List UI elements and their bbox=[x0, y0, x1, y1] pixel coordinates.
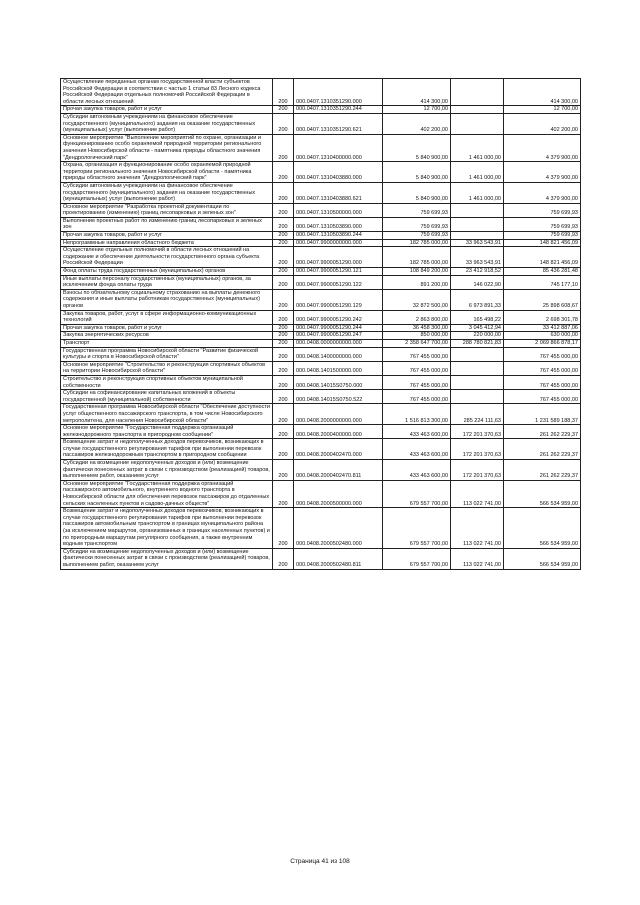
row-approved-amount-cell: 759 699,93 bbox=[383, 203, 451, 217]
row-admin-code-cell: 200 bbox=[273, 375, 294, 389]
row-classification-code-cell: 000.0407.9900000000.000 bbox=[294, 239, 383, 247]
row-executed-amount-cell: 165 498,22 bbox=[451, 310, 504, 324]
table-row bbox=[61, 439, 581, 460]
row-approved-amount-cell: 5 840 900,00 bbox=[383, 182, 451, 203]
row-admin-code-cell: 200 bbox=[273, 79, 294, 106]
row-name-cell: Прочая закупка товаров, работ и услуг bbox=[61, 232, 273, 240]
row-name-cell: Закупка товаров, работ, услуг в сфере информационно-коммуникационных технологий bbox=[61, 310, 273, 324]
table-row bbox=[61, 232, 581, 240]
row-approved-amount-cell: 2 863 800,00 bbox=[383, 310, 451, 324]
row-classification-code-cell: 000.0408.2000000000.000 bbox=[294, 404, 383, 425]
row-approved-amount-cell: 767 455 000,00 bbox=[383, 361, 451, 375]
row-classification-code-cell: 000.0407.1310403880.621 bbox=[294, 182, 383, 203]
row-name-cell: Осуществление отдельных полномочий в области лесных отношений на содержание и обеспечение деятельности государственного органа субъекта Российской Федерации bbox=[61, 247, 273, 268]
row-classification-code-cell: 000.0408.2000502480.000 bbox=[294, 508, 383, 549]
row-classification-code-cell: 000.0407.9900051290.247 bbox=[294, 332, 383, 340]
table-row bbox=[61, 113, 581, 134]
row-approved-amount-cell: 182 785 000,00 bbox=[383, 239, 451, 247]
row-name-cell: Возмещение затрат и недополученных доходов перевозчиков, возникающих в случае государственного регулирования тарифов при выполнении перевозок пассажиров железнодорожным транспортом в пригородном сообщении bbox=[61, 439, 273, 460]
table-row bbox=[61, 339, 581, 347]
row-executed-amount-cell: 3 045 412,94 bbox=[451, 324, 504, 332]
table-row bbox=[61, 508, 581, 549]
row-classification-code-cell: 000.0407.9900051290.244 bbox=[294, 324, 383, 332]
row-remaining-amount-cell: 759 699,93 bbox=[504, 232, 581, 240]
row-remaining-amount-cell: 745 177,10 bbox=[504, 275, 581, 289]
row-approved-amount-cell: 402 200,00 bbox=[383, 113, 451, 134]
row-executed-amount-cell bbox=[451, 347, 504, 361]
row-executed-amount-cell bbox=[451, 203, 504, 217]
row-admin-code-cell: 200 bbox=[273, 480, 294, 507]
row-approved-amount-cell: 32 872 500,00 bbox=[383, 289, 451, 310]
row-executed-amount-cell: 113 022 741,00 bbox=[451, 548, 504, 569]
row-remaining-amount-cell: 767 455 000,00 bbox=[504, 347, 581, 361]
row-classification-code-cell: 000.0407.1310500000.000 bbox=[294, 203, 383, 217]
row-name-cell: Осуществление переданных органам государственной власти субъектов Российской Федерации в соответствии с частью 1 статьи 83 Лесного кодекса Российской Федерации отдельных полномочий Российской Федерации в области лесных отношений bbox=[61, 79, 273, 106]
row-executed-amount-cell bbox=[451, 361, 504, 375]
row-classification-code-cell: 000.0408.1401500000.000 bbox=[294, 361, 383, 375]
row-admin-code-cell: 200 bbox=[273, 390, 294, 404]
row-name-cell: Государственная программа Новосибирской области "Обеспечение доступности услуг общественного пассажирского транспорта, в том числе Новосибирского метрополитена, для населения Новосибирской области" bbox=[61, 404, 273, 425]
row-admin-code-cell: 200 bbox=[273, 182, 294, 203]
row-executed-amount-cell: 288 780 821,83 bbox=[451, 339, 504, 347]
row-name-cell: Основное мероприятие "Выполнение мероприятий по охране, организации и функционированию особо охраняемой природной территории регионального значения Новосибирской области - памятника природы областного значения "Дендрологический парк" bbox=[61, 134, 273, 161]
row-remaining-amount-cell: 85 436 281,48 bbox=[504, 268, 581, 276]
row-approved-amount-cell: 5 840 900,00 bbox=[383, 134, 451, 161]
row-executed-amount-cell: 146 022,90 bbox=[451, 275, 504, 289]
row-admin-code-cell: 200 bbox=[273, 268, 294, 276]
table-row bbox=[61, 460, 581, 481]
row-classification-code-cell: 000.0407.1310351290.621 bbox=[294, 113, 383, 134]
row-name-cell: Выполнение проектных работ по изменению границ лесопарковых и зеленых зон bbox=[61, 217, 273, 231]
row-classification-code-cell: 000.0407.1310503890.000 bbox=[294, 217, 383, 231]
table-row bbox=[61, 404, 581, 425]
row-approved-amount-cell: 108 849 200,00 bbox=[383, 268, 451, 276]
row-admin-code-cell: 200 bbox=[273, 548, 294, 569]
row-admin-code-cell: 200 bbox=[273, 134, 294, 161]
row-classification-code-cell: 000.0408.14015S0750.000 bbox=[294, 375, 383, 389]
row-executed-amount-cell: 6 973 891,33 bbox=[451, 289, 504, 310]
row-classification-code-cell: 000.0407.1310403880.000 bbox=[294, 162, 383, 183]
table-row bbox=[61, 203, 581, 217]
row-name-cell: Основное мероприятие "Государственная поддержка организаций пассажирского автомобильного, внутреннего водного транспорта в Новосибирской области для обеспечения перевозок пассажиров до отдаленных сельских населенных пунктов и садово-дачных обществ" bbox=[61, 480, 273, 507]
row-remaining-amount-cell: 261 262 229,37 bbox=[504, 425, 581, 439]
row-approved-amount-cell: 759 699,93 bbox=[383, 232, 451, 240]
row-classification-code-cell: 000.0407.9900051290.122 bbox=[294, 275, 383, 289]
row-approved-amount-cell: 433 463 600,00 bbox=[383, 425, 451, 439]
row-admin-code-cell: 200 bbox=[273, 404, 294, 425]
row-approved-amount-cell: 767 455 000,00 bbox=[383, 375, 451, 389]
row-approved-amount-cell: 182 785 000,00 bbox=[383, 247, 451, 268]
row-executed-amount-cell: 113 022 741,00 bbox=[451, 480, 504, 507]
table-row bbox=[61, 375, 581, 389]
row-executed-amount-cell: 172 201 370,63 bbox=[451, 460, 504, 481]
table-row bbox=[61, 332, 581, 340]
row-classification-code-cell: 000.0407.1310351290.000 bbox=[294, 79, 383, 106]
row-admin-code-cell: 200 bbox=[273, 203, 294, 217]
row-remaining-amount-cell: 25 898 608,67 bbox=[504, 289, 581, 310]
row-name-cell: Прочая закупка товаров, работ и услуг bbox=[61, 106, 273, 114]
row-approved-amount-cell: 759 699,93 bbox=[383, 217, 451, 231]
row-approved-amount-cell: 1 516 813 300,00 bbox=[383, 404, 451, 425]
row-remaining-amount-cell: 767 455 000,00 bbox=[504, 390, 581, 404]
table-row bbox=[61, 310, 581, 324]
row-remaining-amount-cell: 414 300,00 bbox=[504, 79, 581, 106]
row-admin-code-cell: 200 bbox=[273, 361, 294, 375]
row-classification-code-cell: 000.0407.1310400000.000 bbox=[294, 134, 383, 161]
row-approved-amount-cell: 2 358 647 700,00 bbox=[383, 339, 451, 347]
table-row bbox=[61, 347, 581, 361]
table-row bbox=[61, 79, 581, 106]
row-classification-code-cell: 000.0408.2000500000.000 bbox=[294, 480, 383, 507]
row-remaining-amount-cell: 4 379 900,00 bbox=[504, 162, 581, 183]
table-row bbox=[61, 425, 581, 439]
row-remaining-amount-cell: 566 534 959,00 bbox=[504, 508, 581, 549]
row-name-cell: Основное мероприятие "Строительство и реконструкция спортивных объектов на территории Новосибирской области" bbox=[61, 361, 273, 375]
budget-table-body bbox=[61, 79, 581, 570]
row-remaining-amount-cell: 261 262 229,37 bbox=[504, 439, 581, 460]
row-remaining-amount-cell: 4 379 900,00 bbox=[504, 134, 581, 161]
row-approved-amount-cell: 679 557 700,00 bbox=[383, 480, 451, 507]
table-row bbox=[61, 361, 581, 375]
row-classification-code-cell: 000.0407.1310503890.244 bbox=[294, 232, 383, 240]
row-admin-code-cell: 200 bbox=[273, 347, 294, 361]
row-approved-amount-cell: 891 200,00 bbox=[383, 275, 451, 289]
table-row bbox=[61, 162, 581, 183]
row-executed-amount-cell: 1 461 000,00 bbox=[451, 162, 504, 183]
row-name-cell: Транспорт bbox=[61, 339, 273, 347]
row-remaining-amount-cell: 12 700,00 bbox=[504, 106, 581, 114]
row-admin-code-cell: 200 bbox=[273, 217, 294, 231]
row-name-cell: Субсидии на софинансирование капитальных вложений в объекты государственной (муниципальной) собственности bbox=[61, 390, 273, 404]
row-admin-code-cell: 200 bbox=[273, 247, 294, 268]
row-executed-amount-cell bbox=[451, 79, 504, 106]
row-remaining-amount-cell: 767 455 000,00 bbox=[504, 361, 581, 375]
row-remaining-amount-cell: 1 231 589 188,37 bbox=[504, 404, 581, 425]
row-approved-amount-cell: 5 840 900,00 bbox=[383, 162, 451, 183]
row-classification-code-cell: 000.0408.2000402470.811 bbox=[294, 460, 383, 481]
row-approved-amount-cell: 679 557 700,00 bbox=[383, 548, 451, 569]
row-executed-amount-cell: 172 201 370,63 bbox=[451, 425, 504, 439]
row-approved-amount-cell: 414 300,00 bbox=[383, 79, 451, 106]
row-name-cell: Взносы по обязательному социальному страхованию на выплаты денежного содержания и иные выплаты работникам государственных (муниципальных) органов bbox=[61, 289, 273, 310]
row-remaining-amount-cell: 759 699,93 bbox=[504, 217, 581, 231]
row-name-cell: Иные выплаты персоналу государственных (муниципальных) органов, за исключением фонда оплаты труда bbox=[61, 275, 273, 289]
row-approved-amount-cell: 767 455 000,00 bbox=[383, 347, 451, 361]
row-remaining-amount-cell: 402 200,00 bbox=[504, 113, 581, 134]
row-admin-code-cell: 200 bbox=[273, 439, 294, 460]
row-admin-code-cell: 200 bbox=[273, 232, 294, 240]
row-executed-amount-cell: 1 461 000,00 bbox=[451, 182, 504, 203]
row-executed-amount-cell bbox=[451, 106, 504, 114]
row-classification-code-cell: 000.0407.9900051290.242 bbox=[294, 310, 383, 324]
row-name-cell: Строительство и реконструкция спортивных объектов муниципальной собственности bbox=[61, 375, 273, 389]
row-remaining-amount-cell: 2 698 301,78 bbox=[504, 310, 581, 324]
row-remaining-amount-cell: 33 412 887,06 bbox=[504, 324, 581, 332]
row-name-cell: Прочая закупка товаров, работ и услуг bbox=[61, 324, 273, 332]
row-name-cell: Возмещение затрат и недополученных доходов перевозчиков, возникающих в случае государственного регулирования тарифов при выполнении перевозок пассажиров автомобильным транспортом в границах муниципального района (за исключением маршрутов, организованных в границах населенных пунктов) и по пригородным маршрутам регулярного сообщения, а также внутренним водным транспортом bbox=[61, 508, 273, 549]
row-admin-code-cell: 200 bbox=[273, 508, 294, 549]
row-remaining-amount-cell: 4 379 900,00 bbox=[504, 182, 581, 203]
table-row bbox=[61, 268, 581, 276]
row-executed-amount-cell: 33 963 543,91 bbox=[451, 247, 504, 268]
row-classification-code-cell: 000.0407.1310351290.244 bbox=[294, 106, 383, 114]
row-remaining-amount-cell: 767 455 000,00 bbox=[504, 375, 581, 389]
row-remaining-amount-cell: 148 821 456,09 bbox=[504, 247, 581, 268]
row-admin-code-cell: 200 bbox=[273, 239, 294, 247]
row-executed-amount-cell: 220 000,00 bbox=[451, 332, 504, 340]
row-admin-code-cell: 200 bbox=[273, 275, 294, 289]
row-remaining-amount-cell: 261 262 229,37 bbox=[504, 460, 581, 481]
table-row bbox=[61, 390, 581, 404]
row-approved-amount-cell: 679 557 700,00 bbox=[383, 508, 451, 549]
row-name-cell: Фонд оплаты труда государственных (муниципальных) органов bbox=[61, 268, 273, 276]
row-name-cell: Государственная программа Новосибирской области "Развитие физической культуры и спорта в Новосибирской области" bbox=[61, 347, 273, 361]
row-approved-amount-cell: 850 000,00 bbox=[383, 332, 451, 340]
table-row bbox=[61, 324, 581, 332]
row-name-cell: Основное мероприятие "Государственная поддержка организаций железнодорожного транспорта в пригородном сообщении" bbox=[61, 425, 273, 439]
table-row bbox=[61, 548, 581, 569]
row-approved-amount-cell: 433 463 600,00 bbox=[383, 460, 451, 481]
table-row bbox=[61, 106, 581, 114]
row-approved-amount-cell: 12 700,00 bbox=[383, 106, 451, 114]
row-name-cell: Субсидии на возмещение недополученных доходов и (или) возмещение фактически понесенных затрат в связи с производством (реализацией) товаров, выполнением работ, оказанием услуг bbox=[61, 460, 273, 481]
row-admin-code-cell: 200 bbox=[273, 460, 294, 481]
page-number: Страница 41 из 108 bbox=[290, 858, 350, 865]
row-classification-code-cell: 000.0407.9900051290.121 bbox=[294, 268, 383, 276]
row-name-cell: Субсидии автономным учреждениям на финансовое обеспечение государственного (муниципального) задания на оказание государственных (муниципальных) услуг (выполнение работ) bbox=[61, 113, 273, 134]
row-name-cell: Закупка энергетических ресурсов bbox=[61, 332, 273, 340]
row-remaining-amount-cell: 566 534 959,00 bbox=[504, 548, 581, 569]
row-executed-amount-cell: 285 224 111,63 bbox=[451, 404, 504, 425]
table-row bbox=[61, 134, 581, 161]
row-approved-amount-cell: 433 463 600,00 bbox=[383, 439, 451, 460]
row-remaining-amount-cell: 148 821 456,09 bbox=[504, 239, 581, 247]
row-classification-code-cell: 000.0407.9900051290.129 bbox=[294, 289, 383, 310]
row-admin-code-cell: 200 bbox=[273, 289, 294, 310]
row-name-cell: Охрана, организация и функционирование особо охраняемой природной территории регионального значения Новосибирской области - памятника природы областного значения "Дендрологический парк" bbox=[61, 162, 273, 183]
row-classification-code-cell: 000.0408.2000400000.000 bbox=[294, 425, 383, 439]
row-admin-code-cell: 200 bbox=[273, 162, 294, 183]
row-classification-code-cell: 000.0408.1400000000.000 bbox=[294, 347, 383, 361]
row-executed-amount-cell: 172 201 370,63 bbox=[451, 439, 504, 460]
report-page bbox=[60, 78, 580, 570]
row-admin-code-cell: 200 bbox=[273, 425, 294, 439]
row-name-cell: Основное мероприятие "Разработка проектной документации по проектированию (изменению) границ лесопарковых и зеленых зон" bbox=[61, 203, 273, 217]
row-name-cell: Субсидии на возмещение недополученных доходов и (или) возмещение фактически понесенных затрат в связи с производством (реализацией) товаров, выполнением работ, оказанием услуг bbox=[61, 548, 273, 569]
table-row bbox=[61, 289, 581, 310]
row-classification-code-cell: 000.0408.0000000000.000 bbox=[294, 339, 383, 347]
row-admin-code-cell: 200 bbox=[273, 113, 294, 134]
row-name-cell: Субсидии автономным учреждениям на финансовое обеспечение государственного (муниципального) задания на оказание государственных (муниципальных) услуг (выполнение работ) bbox=[61, 182, 273, 203]
row-executed-amount-cell bbox=[451, 232, 504, 240]
budget-table bbox=[60, 78, 581, 570]
row-remaining-amount-cell: 759 699,93 bbox=[504, 203, 581, 217]
table-row bbox=[61, 480, 581, 507]
row-approved-amount-cell: 36 458 300,00 bbox=[383, 324, 451, 332]
table-row bbox=[61, 275, 581, 289]
row-executed-amount-cell bbox=[451, 390, 504, 404]
row-executed-amount-cell bbox=[451, 113, 504, 134]
row-name-cell: Непрограммные направления областного бюджета bbox=[61, 239, 273, 247]
row-admin-code-cell: 200 bbox=[273, 106, 294, 114]
row-remaining-amount-cell: 566 534 959,00 bbox=[504, 480, 581, 507]
row-approved-amount-cell: 767 455 000,00 bbox=[383, 390, 451, 404]
table-row bbox=[61, 247, 581, 268]
row-admin-code-cell: 200 bbox=[273, 324, 294, 332]
row-executed-amount-cell: 113 022 741,00 bbox=[451, 508, 504, 549]
row-remaining-amount-cell: 630 000,00 bbox=[504, 332, 581, 340]
row-admin-code-cell: 200 bbox=[273, 332, 294, 340]
row-executed-amount-cell bbox=[451, 217, 504, 231]
row-executed-amount-cell: 1 461 000,00 bbox=[451, 134, 504, 161]
row-admin-code-cell: 200 bbox=[273, 339, 294, 347]
table-row bbox=[61, 182, 581, 203]
row-executed-amount-cell: 33 963 543,91 bbox=[451, 239, 504, 247]
row-admin-code-cell: 200 bbox=[273, 310, 294, 324]
row-executed-amount-cell: 23 412 918,52 bbox=[451, 268, 504, 276]
row-remaining-amount-cell: 2 069 866 878,17 bbox=[504, 339, 581, 347]
table-row bbox=[61, 217, 581, 231]
row-classification-code-cell: 000.0408.14015S0750.522 bbox=[294, 390, 383, 404]
row-executed-amount-cell bbox=[451, 375, 504, 389]
table-row bbox=[61, 239, 581, 247]
row-classification-code-cell: 000.0408.2000402470.000 bbox=[294, 439, 383, 460]
row-classification-code-cell: 000.0408.2000502480.811 bbox=[294, 548, 383, 569]
row-classification-code-cell: 000.0407.9900051290.000 bbox=[294, 247, 383, 268]
